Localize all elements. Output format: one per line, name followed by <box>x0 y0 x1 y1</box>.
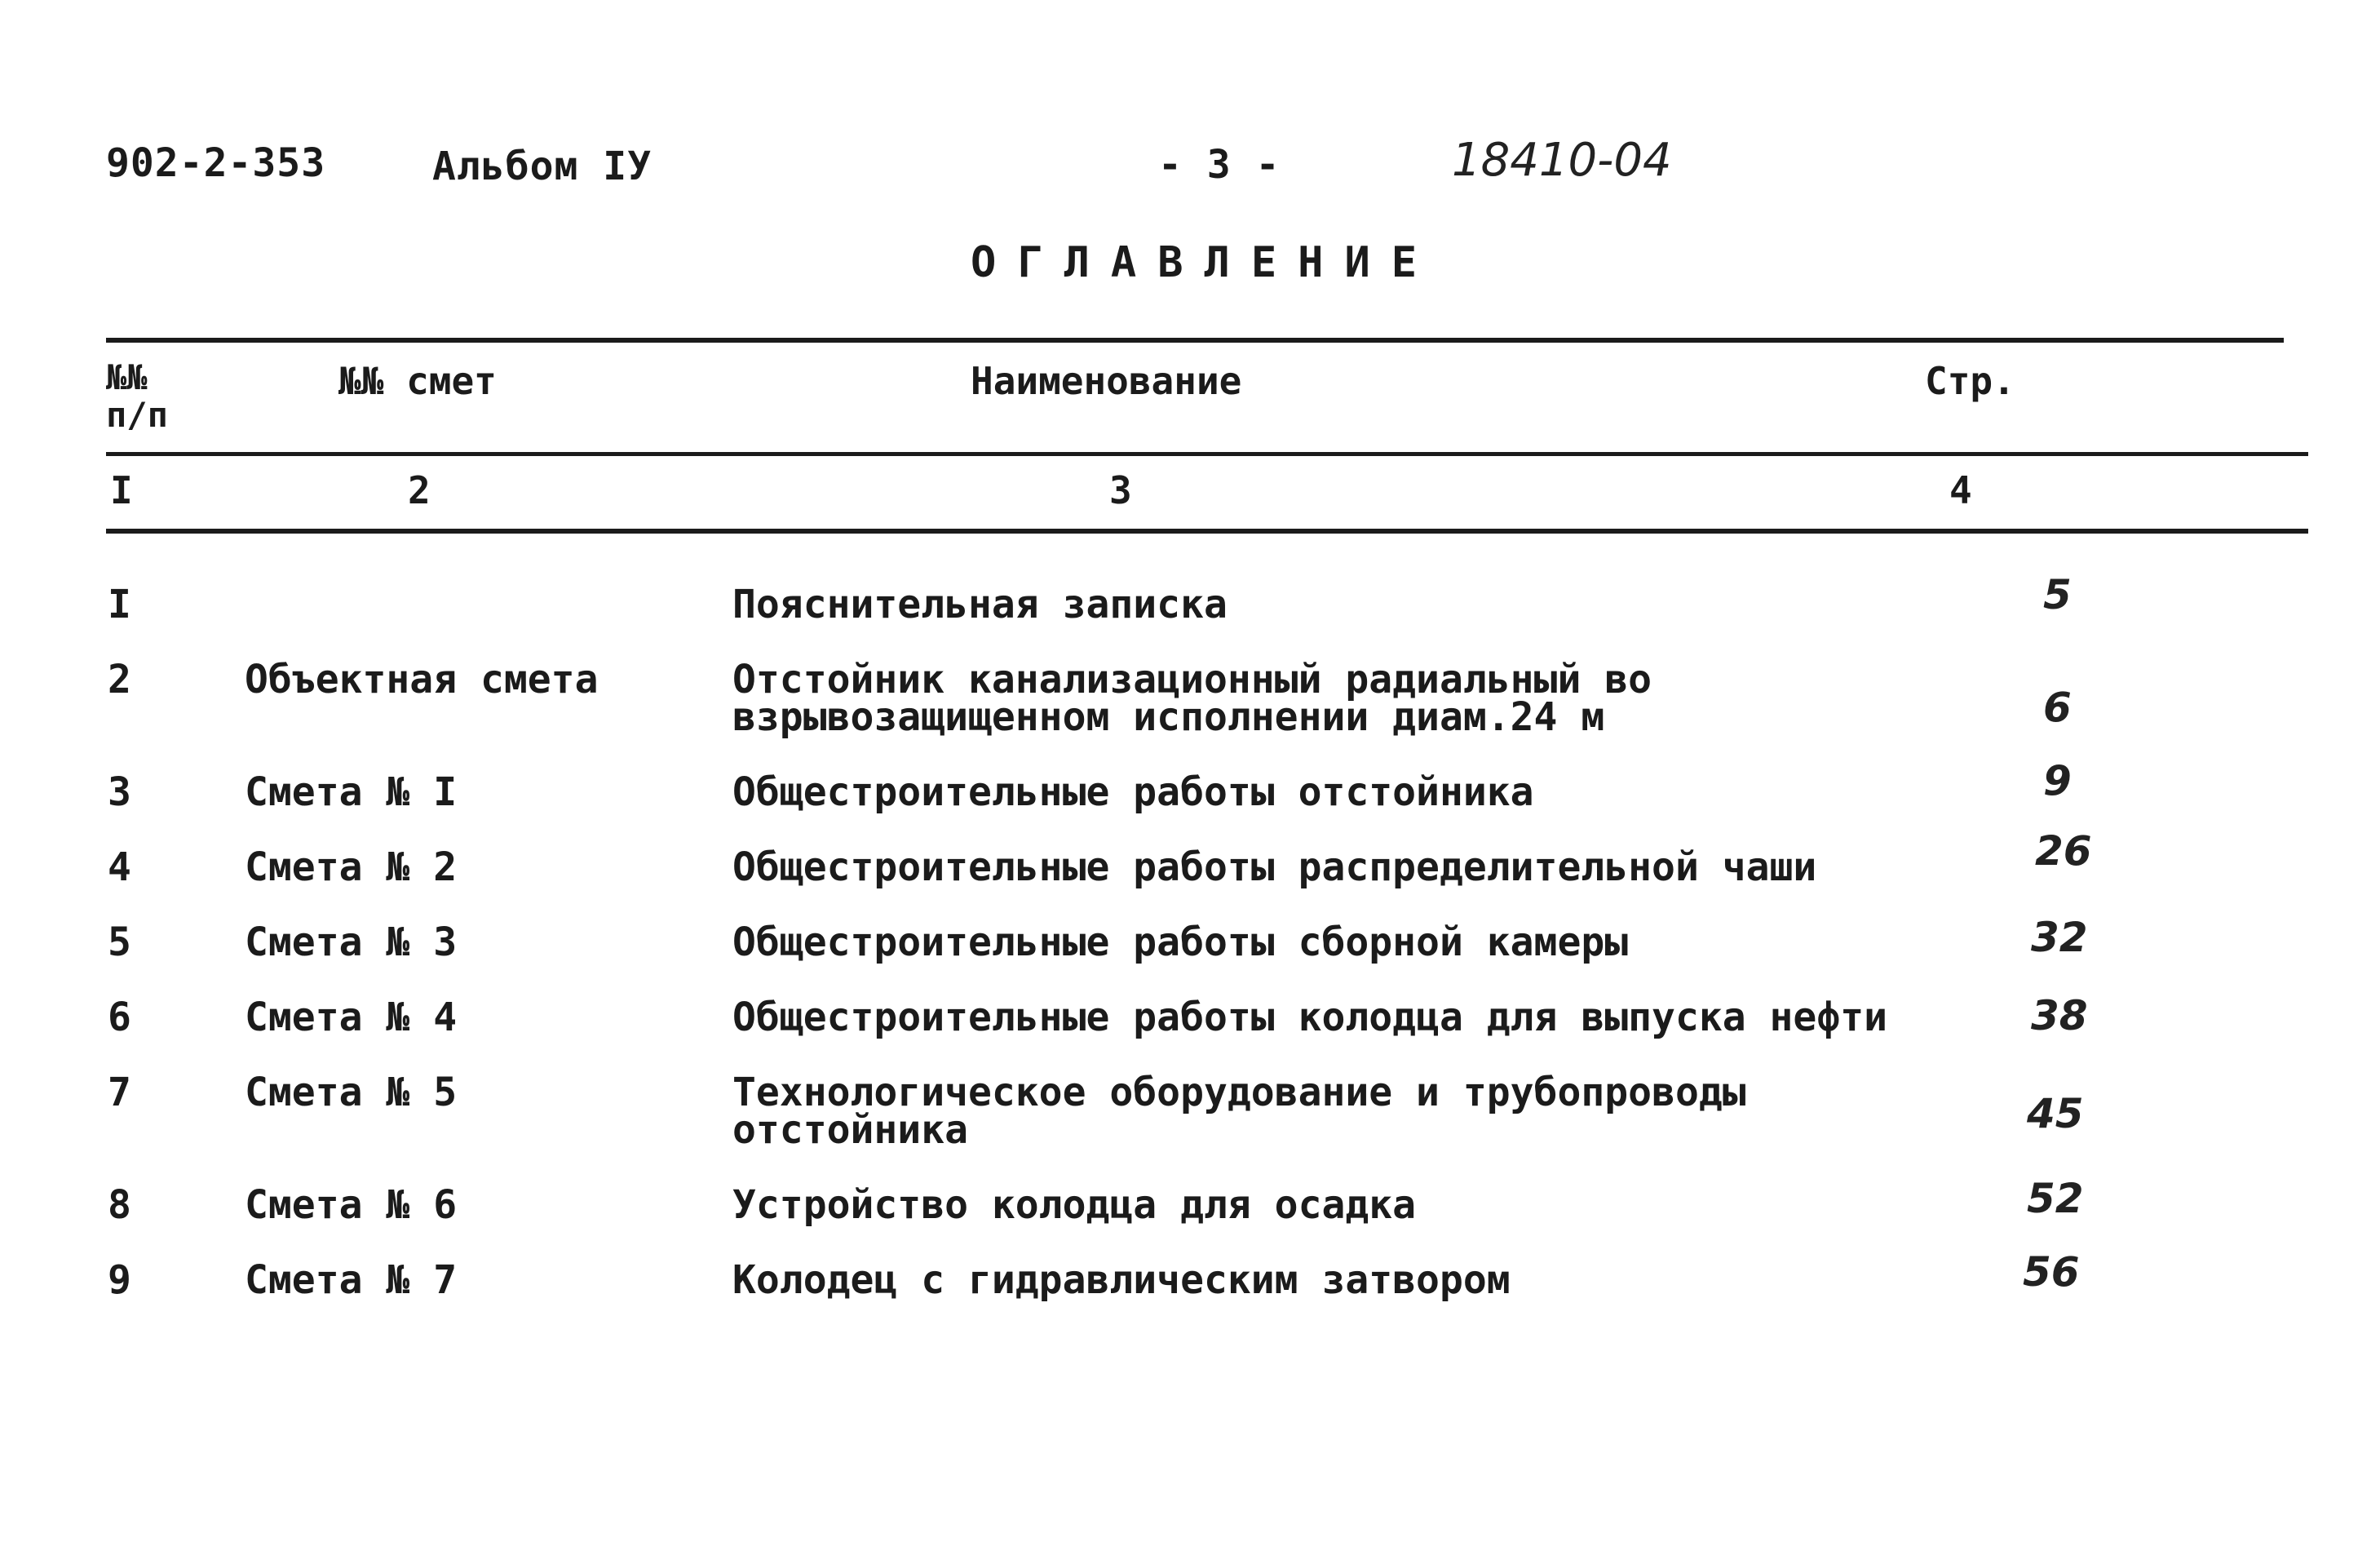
row-name: Общестроительные работы распределительной чаши <box>732 844 1817 890</box>
column-header-estimate: №№ смет <box>338 359 497 403</box>
album-label: Альбом IУ <box>432 144 653 189</box>
row-name: Общестроительные работы колодца для выпуска нефти <box>732 995 1888 1040</box>
row-estimate: Смета № 4 <box>245 995 458 1040</box>
row-page: 32 <box>2031 914 2088 961</box>
row-page: 26 <box>2035 827 2092 875</box>
row-number: I <box>108 582 131 627</box>
row-page: 6 <box>2043 684 2072 731</box>
inventory-number: 18410-04 <box>1452 134 1672 187</box>
row-number: 3 <box>108 769 131 815</box>
column-number-2: 2 <box>408 468 431 512</box>
row-estimate: Смета № 7 <box>245 1257 458 1303</box>
row-name: Общестроительные работы сборной камеры <box>732 919 1629 965</box>
row-name: Технологическое оборудование и трубопроводы отстойника <box>732 1070 1746 1153</box>
doc-code: 902-2-353 <box>106 140 326 186</box>
row-number: 5 <box>108 919 131 965</box>
row-estimate: Смета № 6 <box>245 1182 458 1228</box>
page-title: ОГЛАВЛЕНИЕ <box>971 238 1439 287</box>
column-header-page: Стр. <box>1925 359 2015 403</box>
row-name: Отстойник канализационный радиальный во взрывозащищенном исполнении диам.24 м <box>732 657 1652 740</box>
row-number: 2 <box>108 657 131 702</box>
table-top-rule <box>106 338 2284 343</box>
column-header-name: Наименование <box>971 359 1242 403</box>
row-number: 9 <box>108 1257 131 1303</box>
row-number: 4 <box>108 844 131 890</box>
column-number-3: 3 <box>1109 468 1132 512</box>
row-page: 52 <box>2027 1175 2084 1222</box>
row-page: 38 <box>2031 992 2088 1039</box>
row-page: 45 <box>2027 1090 2084 1137</box>
row-number: 6 <box>108 995 131 1040</box>
row-estimate: Объектная смета <box>245 657 599 702</box>
row-page: 9 <box>2043 757 2072 804</box>
row-name: Устройство колодца для осадка <box>732 1182 1417 1228</box>
table-header-rule <box>106 452 2308 456</box>
column-number-4: 4 <box>1949 468 1972 512</box>
row-name: Колодец с гидравлическим затвором <box>732 1257 1511 1303</box>
row-estimate: Смета № I <box>245 769 458 815</box>
page-number: - 3 - <box>1158 142 1281 188</box>
row-estimate: Смета № 2 <box>245 844 458 890</box>
row-estimate: Смета № 3 <box>245 919 458 965</box>
row-estimate: Смета № 5 <box>245 1070 458 1115</box>
row-number: 8 <box>108 1182 131 1228</box>
row-number: 7 <box>108 1070 131 1115</box>
column-number-1: I <box>110 468 133 512</box>
row-page: 5 <box>2043 571 2072 618</box>
row-name: Общестроительные работы отстойника <box>732 769 1534 815</box>
row-page: 56 <box>2023 1248 2080 1296</box>
column-header-num: №№ п/п <box>106 357 168 435</box>
table-numbers-rule <box>106 529 2308 534</box>
row-name: Пояснительная записка <box>732 582 1228 627</box>
